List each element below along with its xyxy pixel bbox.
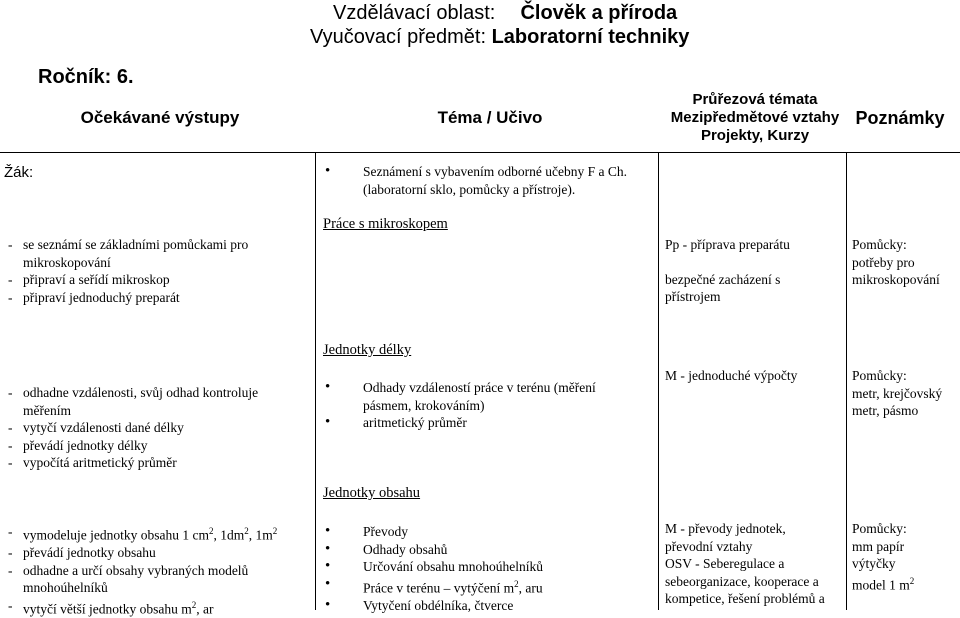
list-item: - vymodeluje jednotky obsahu 1 $cm^2$, $1dm^2$, $1m^2$ — [4, 523, 304, 544]
list-item: - vytyčí větší jednotky obsahu $m^2$, ar — [4, 597, 304, 618]
notes-microscope: Pomůcky: potřeby pro mikroskopování — [852, 237, 940, 287]
topics-length — [323, 379, 633, 432]
header-separator — [0, 152, 960, 153]
intro-topic — [323, 163, 653, 198]
cross-length: M - jednoduché výpočty — [665, 368, 798, 383]
list-item: • Odhady obsahů — [323, 541, 653, 559]
topics-area — [323, 523, 653, 614]
grade: Ročník: 6. — [38, 66, 134, 88]
student-label: Žák: — [4, 164, 34, 181]
subject-name — [310, 26, 689, 49]
col-header-outcomes: Očekávané výstupy — [80, 108, 240, 127]
list-item: - odhadne a určí obsahy vybraných modelů mnohoúhelníků — [4, 562, 304, 597]
list-item: • aritmetický průměr — [323, 414, 633, 432]
list-item: • Odhady vzdáleností práce v terénu (měření pásmem, krokováním) — [323, 379, 633, 414]
list-item: - převádí jednotky obsahu — [4, 544, 304, 562]
col-header-cross: Průřezová témata Mezipředmětové vztahy Projekty, Kurzy — [670, 91, 840, 144]
col-divider-1 — [315, 152, 316, 610]
outcomes-length — [4, 384, 294, 472]
subject-name-value: Laboratorní techniky — [491, 26, 690, 48]
list-item: • Vytyčení obdélníka, čtverce — [323, 597, 653, 615]
intro-topic-item: • Seznámení s vybavením odborné učebny F a Ch. (laboratorní sklo, pomůcky a přístroje). — [323, 163, 653, 198]
subject-area-value: Člověk a příroda — [520, 2, 678, 24]
notes-length: Pomůcky: metr, krejčovský metr, pásmo — [852, 368, 943, 418]
section-title-microscope: Práce s mikroskopem — [323, 216, 448, 232]
list-item: - připraví jednoduchý preparát — [4, 289, 294, 307]
outcomes-area — [4, 523, 304, 618]
cross-area: M - převody jednotek, převodní vztahy OSV - Seberegulace a sebeorganizace, kooperace a kompetice, řešení problémů a — [665, 521, 825, 606]
cross-microscope: Pp - příprava preparátu bezpečné zacházení s přístrojem — [665, 237, 790, 304]
section-title-length: Jednotky délky — [323, 342, 412, 358]
list-item: - vytyčí vzdálenosti dané délky — [4, 419, 294, 437]
list-item: • Určování obsahu mnohoúhelníků — [323, 558, 653, 576]
section-title-area: Jednotky obsahu — [323, 485, 421, 501]
subject-area-label: Vzdělávací oblast: — [333, 2, 496, 24]
list-item: • Převody — [323, 523, 653, 541]
list-item: • Práce v terénu – vytýčení $m^2$, aru — [323, 576, 653, 597]
list-item: - odhadne vzdálenosti, svůj odhad kontroluje měřením — [4, 384, 294, 419]
notes-area: Pomůcky: mm papír výtyčky model 1 $m^2$ — [852, 521, 915, 592]
list-item: - připraví a seřídí mikroskop — [4, 271, 294, 289]
list-item: - vypočítá aritmetický průměr — [4, 454, 294, 472]
col-header-topic: Téma / Učivo — [437, 108, 543, 127]
col-divider-2 — [658, 152, 659, 610]
list-item: - převádí jednotky délky — [4, 437, 294, 455]
list-item: - se seznámí se základními pomůckami pro mikroskopování — [4, 236, 294, 271]
col-divider-3 — [846, 152, 847, 610]
subject-area — [333, 2, 677, 25]
col-header-notes: Poznámky — [855, 108, 945, 128]
subject-name-label: Vyučovací předmět: — [310, 26, 487, 48]
outcomes-microscope — [4, 236, 294, 306]
